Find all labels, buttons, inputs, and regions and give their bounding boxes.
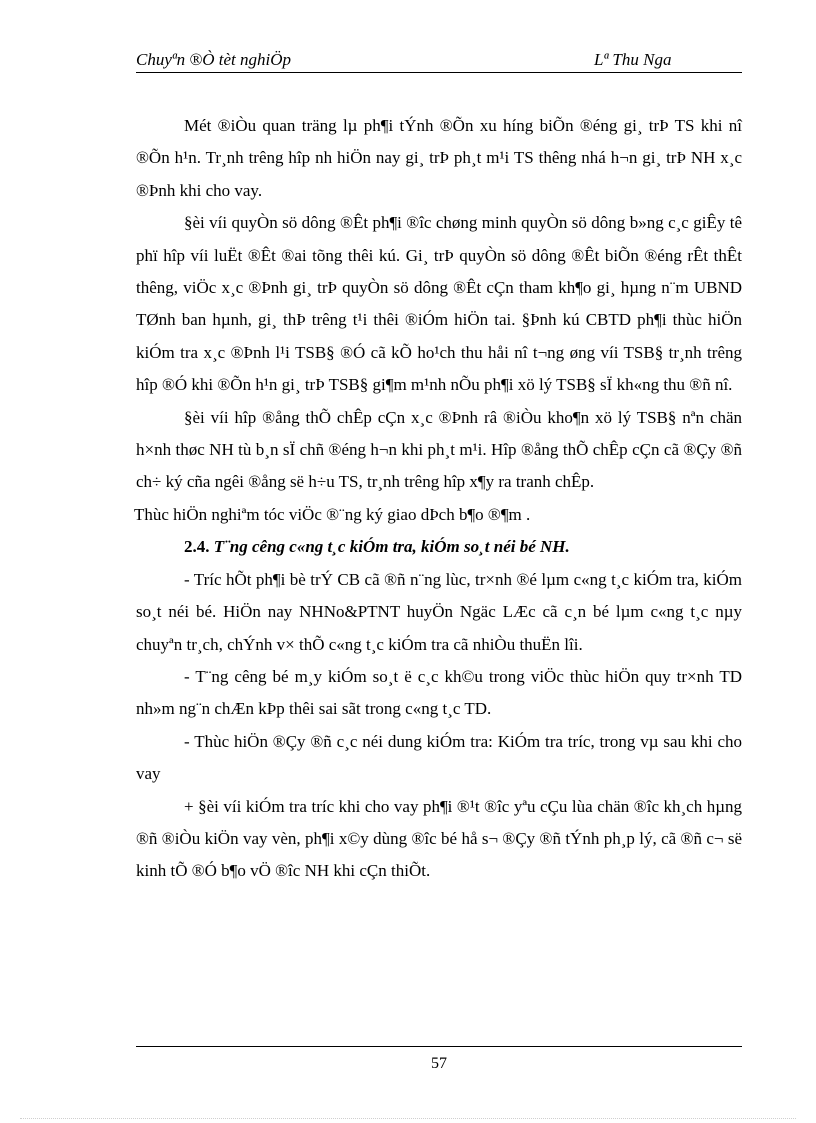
section-number: 2.4.	[184, 537, 210, 557]
footer-divider	[136, 1046, 742, 1047]
paragraph-3: §èi víi hîp ®ång thÕ chÊp cÇn x¸c ®Þnh râ ®iÒu kho¶n xö lý TSB§ nªn chän h×nh thøc NH tù b¸n sÏ chñ ®éng h¬n khi ph¸t m¹i. Hîp ®ång thÕ chÊp cÇn cã ®Çy ®ñ ch÷ ký cña ngêi ®ång së h÷u TS, tr¸nh trêng hîp x¶y ra tranh chÊp.	[136, 407, 742, 492]
header-author: Lª Thu Nga	[594, 50, 672, 69]
paragraph-7: - Thùc hiÖn ®Çy ®ñ c¸c néi dung kiÓm tra: KiÓm tra tríc, trong vµ sau khi cho vay	[136, 731, 742, 784]
page-number: 57	[431, 1055, 447, 1072]
paragraph-8: + §èi víi kiÓm tra tríc khi cho vay ph¶i ®¹t ®îc yªu cÇu lùa chän ®îc kh¸ch hµng ®ñ ®iÒu kiÖn vay vèn, ph¶i x©y dùng ®îc bé hå s¬ ®Çy ®ñ tÝnh ph¸p lý, cã ®ñ c¬ së kinh tÕ ®Ó b¶o vÖ ®îc NH khi cÇn thiÕt.	[136, 796, 742, 881]
header-title: Chuyªn ®Ò tèt nghiÖp	[136, 50, 292, 69]
document-body	[136, 110, 742, 888]
paragraph-2: §èi víi quyÒn sö dông ®Êt ph¶i ®îc chøng minh quyÒn sö dông b»ng c¸c giÊy tê phï hîp víi luËt ®Êt ®ai tõng thêi kú. Gi¸ trÞ quyÒn sö dông ®Êt biÕn ®éng rÊt thÊt thêng, viÖc x¸c ®Þnh gi¸ trÞ quyÒn sö dông ®Êt cÇn tham kh¶o gi¸ hµng n¨m UBND TØnh ban hµnh, gi¸ thÞ trêng t¹i thêi ®iÓm hiÖn tai. §Þnh kú CBTD ph¶i thùc hiÖn kiÓm tra x¸c ®Þnh l¹i TSB§ ®Ó cã kÕ ho¹ch thu håi nî t¬ng øng víi TSB§ tr¸nh trêng hîp ®Ó khi ®Õn h¹n gi¸ trÞ TSB§ gi¶m m¹nh nÕu ph¶i xö lý TSB§ sÏ kh«ng thu ®ñ nî.	[136, 213, 742, 395]
paragraph-6: - T¨ng cêng bé m¸y kiÓm so¸t ë c¸c kh©u trong viÖc thùc hiÖn quy tr×nh TD nh»m ng¨n chÆn kÞp thêi sai sãt trong c«ng t¸c TD.	[136, 666, 742, 719]
page-edge-dotted-line	[20, 1118, 796, 1119]
section-title: T¨ng cêng c«ng t¸c kiÓm tra, kiÓm so¸t néi bé NH.	[213, 537, 570, 557]
paragraph-4: Thùc hiÖn nghiªm tóc viÖc ®¨ng ký giao dÞch b¶o ®¶m .	[134, 504, 531, 524]
page-header	[136, 50, 742, 73]
paragraph-5: - Tríc hÕt ph¶i bè trÝ CB cã ®ñ n¨ng lùc, tr×nh ®é lµm c«ng t¸c kiÓm tra, kiÓm so¸t néi bé. HiÖn nay NHNo&PTNT huyÖn Ngäc LÆc cã c¸n bé lµm c«ng t¸c nµy chuyªn tr¸ch, chÝnh v× thÕ c«ng t¸c kiÓm tra cã nhiÒu thuËn lîi.	[136, 569, 742, 654]
paragraph-1: Mét ®iÒu quan träng lµ ph¶i tÝnh ®Õn xu híng biÕn ®éng gi¸ trÞ TS khi nî ®Õn h¹n. Tr¸nh trêng hîp nh hiÖn nay gi¸ trÞ ph¸t m¹i TS thêng nhá h¬n gi¸ trÞ NH x¸c ®Þnh khi cho vay.	[136, 116, 742, 200]
section-heading	[136, 531, 742, 563]
